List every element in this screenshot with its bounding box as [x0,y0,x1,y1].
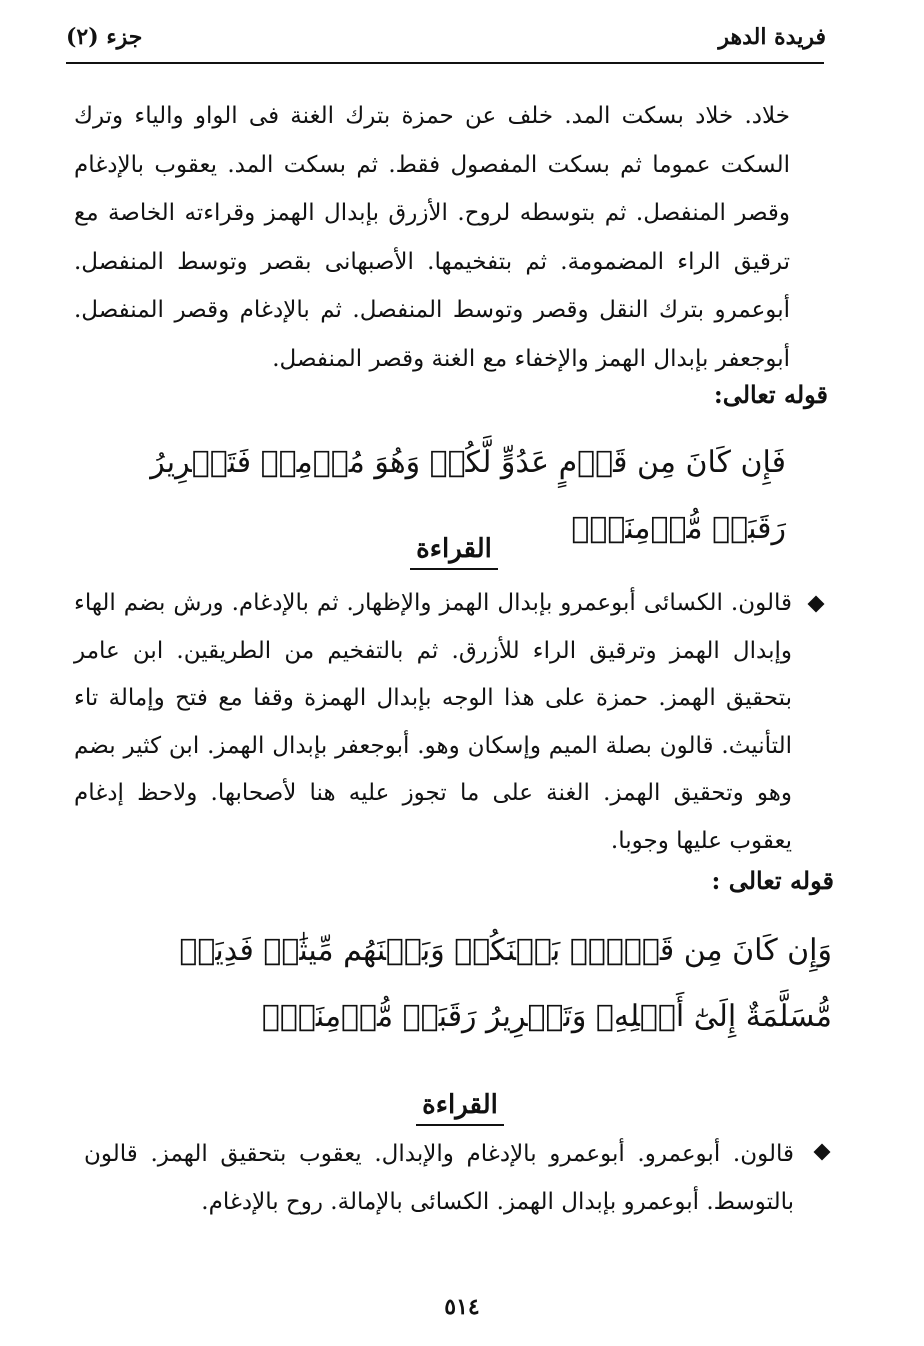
quran-verse-2: وَإِن كَانَ مِن قَوۡمِۭ بَيۡنَكُمۡ وَبَيۡنَهُم مِّيثَٰقٞ فَدِيَةٞ مُّسَلَّمَةٌ إِلَىٰٓ أَهۡلِهِۦ وَتَحۡرِيرُ رَقَبَةٖ مُّؤۡمِنَةٖۖ [179,933,832,1034]
verse-intro-2: قوله تعالى : [711,866,834,895]
opening-paragraph: خلاد. خلاد بسكت المد. خلف عن حمزة بترك الغنة فى الواو والياء وترك السكت عموما ثم بسكت المفصول فقط. ثم بسكت المد. يعقوب بالإدغام وقصر المنفصل. ثم بتوسطه لروح. الأزرق بإبدال الهمز وقراءته الخاصة مع ترقيق الراء المضمومة. ثم بتفخيمها. الأصبهانى بقصر وتوسط المنفصل. أبوعمرو بترك النقل وقصر وتوسط المنفصل. ثم بالإدغام وقصر المنفصل. أبوجعفر بإبدال الهمز والإخفاء مع الغنة وقصر المنفصل. [74,103,790,372]
header-rule [66,62,824,64]
readings-heading-1-text: القراءة [410,534,498,570]
diamond-bullet-icon [814,1144,831,1161]
readings-heading-1 [354,534,554,570]
book-title: فريدة الدهر [718,24,826,50]
readings-text-1: قالون. الكسائى أبوعمرو بإبدال الهمز والإظهار. ثم بالإدغام. ورش بضم الهاء وإبدال الهمز وترقيق الراء للأزرق. ثم بالتفخيم من الطريقين. ابن عامر بتحقيق الهمز. حمزة على هذا الوجه بإبدال الهمزة وقفا مع فتح وإمالة تاء التأنيث. قالون بصلة الميم وإسكان وهو. أبوجعفر بإبدال الهمز. ابن كثير بضم وهو وتحقيق الهمز. الغنة على ما تجوز عليه هنا لأصحابها. ولاحظ إدغام يعقوب عليها وجوبا. [74,590,792,854]
page-number: ٥١٤ [444,1294,480,1320]
readings-heading-2 [360,1090,560,1126]
part-label: جزء (٢) [66,24,143,50]
readings-text-2: قالون. أبوعمرو. أبوعمرو بالإدغام والإبدال. يعقوب بتحقيق الهمز. قالون بالتوسط. أبوعمرو بإبدال الهمز. الكسائى بالإمالة. روح بالإدغام. [84,1141,794,1215]
running-header [66,22,826,60]
verse-intro-1: قوله تعالى: [713,380,828,409]
quran-verse-1: فَإِن كَانَ مِن قَوۡمٍ عَدُوٍّ لَّكُمۡ وَهُوَ مُؤۡمِنٞ فَتَحۡرِيرُ رَقَبَةٖ مُّؤۡمِنَةٖۖ [150,445,786,546]
diamond-bullet-icon [808,596,825,613]
readings-heading-2-text: القراءة [416,1090,504,1126]
